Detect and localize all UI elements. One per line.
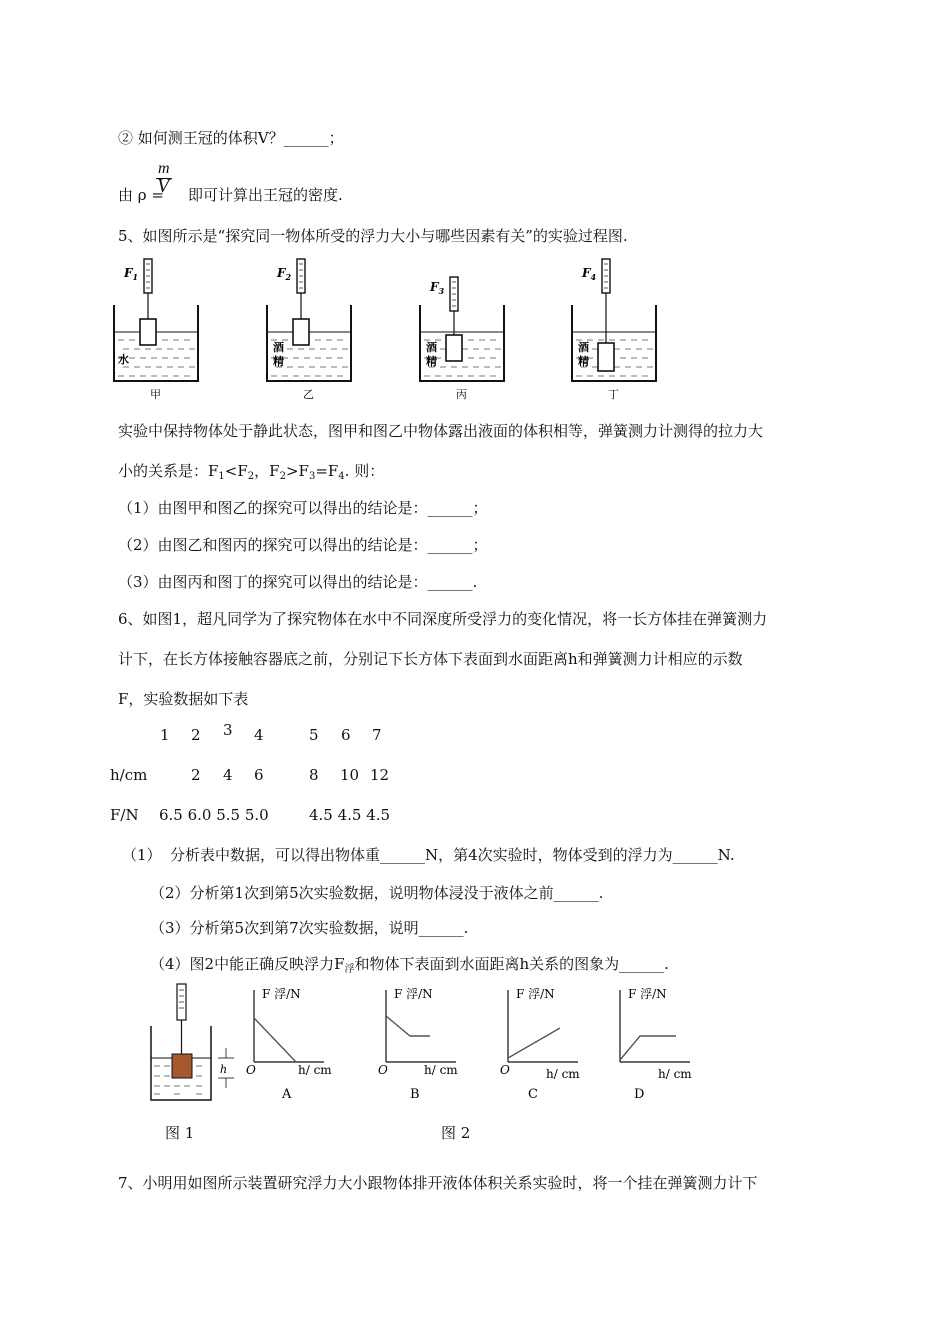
- f-values-group-2: 4.5 4.5 4.5: [309, 806, 391, 824]
- beaker-1: [114, 259, 198, 401]
- q6-para3: F，实验数据如下表: [118, 690, 249, 708]
- q5-force-relation: 小的关系是：$F_1<F_2$，$F_2>F_3=F_4$. 则：: [118, 462, 385, 482]
- liquid-label: 精: [578, 355, 589, 368]
- svg-text:B: B: [410, 1087, 420, 1102]
- h-value: 6: [254, 766, 264, 784]
- h-value: 4: [223, 766, 233, 784]
- q5-subquestion-2: （2）由图乙和图丙的探究可以得出的结论是：______；: [118, 536, 488, 554]
- liquid-label: 酒: [578, 341, 589, 354]
- svg-text:F 浮/N: F 浮/N: [262, 987, 301, 1001]
- liquid-label: 精: [426, 355, 437, 368]
- graph-B: [378, 987, 458, 1102]
- figure-2-graphs: [240, 982, 700, 1112]
- beaker-2: [267, 259, 351, 401]
- figure-1-beaker: [148, 982, 243, 1107]
- trial-5: 5: [309, 726, 319, 744]
- trial-2: 2: [191, 726, 201, 744]
- q5-title: 5、如图所示是“探究同一物体所受的浮力大小与哪些因素有关”的实验过程图.: [118, 227, 628, 245]
- formula-denominator: V: [157, 175, 170, 197]
- h-row-label: h/cm: [110, 766, 148, 784]
- q6-subquestion-3: （3）分析第5次到第7次实验数据，说明______.: [150, 919, 469, 937]
- h-value: 10: [340, 766, 360, 784]
- liquid-label: 酒: [273, 341, 284, 354]
- svg-text:D: D: [634, 1087, 645, 1102]
- liquid-label: 水: [118, 353, 129, 366]
- svg-text:h/ cm: h/ cm: [424, 1063, 458, 1077]
- svg-text:A: A: [282, 1087, 292, 1102]
- q4-density-formula: [118, 185, 343, 205]
- q6-subquestion-1-number: （1）: [122, 846, 162, 864]
- formula-numerator: m: [158, 160, 170, 177]
- liquid-label: 酒: [426, 341, 437, 354]
- svg-text:O: O: [500, 1063, 510, 1077]
- h-value: 12: [370, 766, 390, 784]
- svg-text:h/ cm: h/ cm: [546, 1067, 580, 1081]
- beaker-caption: 丁: [608, 388, 619, 401]
- q6-subquestion-4: （4）图2中能正确反映浮力$F_浮$和物体下表面到水面距离h关系的图象为______.: [150, 955, 669, 975]
- beaker-caption: 甲: [150, 388, 161, 401]
- graph-C: [500, 987, 580, 1102]
- trial-3: 3: [223, 721, 233, 739]
- force-label: $F_4$: [582, 266, 597, 282]
- force-label: $F_2$: [277, 266, 292, 282]
- svg-text:C: C: [528, 1087, 538, 1102]
- svg-text:h/ cm: h/ cm: [658, 1067, 692, 1081]
- beaker-3: [420, 277, 504, 401]
- h-value: 2: [191, 766, 201, 784]
- q6-para1: 6、如图1，超凡同学为了探究物体在水中不同深度所受浮力的变化情况，将一长方体挂在弹簧测力: [118, 610, 768, 628]
- svg-text:h/ cm: h/ cm: [298, 1063, 332, 1077]
- beaker-4: [572, 259, 656, 401]
- svg-text:O: O: [378, 1063, 388, 1077]
- q5-experiment-figure: [110, 255, 670, 405]
- trial-7: 7: [372, 726, 382, 744]
- force-label: $F_3$: [430, 280, 445, 296]
- q6-subquestion-1: 分析表中数据，可以得出物体重______N，第4次实验时，物体受到的浮力为______N.: [170, 846, 735, 864]
- graph-A: [246, 987, 332, 1102]
- beaker-caption: 乙: [303, 388, 314, 401]
- figure-2-caption: 图 2: [441, 1124, 471, 1142]
- trial-1: 1: [160, 726, 170, 744]
- svg-text:F 浮/N: F 浮/N: [394, 987, 433, 1001]
- h-marker: h: [220, 1063, 228, 1076]
- q5-subquestion-1: （1）由图甲和图乙的探究可以得出的结论是：______；: [118, 499, 488, 517]
- beaker-caption: 丙: [456, 388, 467, 401]
- q4-volume-question: ② 如何测王冠的体积V？______；: [118, 129, 344, 147]
- formula-prefix: 由 ρ =: [118, 186, 164, 204]
- q6-subquestion-2: （2）分析第1次到第5次实验数据，说明物体浸没于液体之前______.: [150, 884, 604, 902]
- figure-1-caption: 图 1: [165, 1124, 195, 1142]
- graph-D: [620, 987, 692, 1102]
- q5-para1: 实验中保持物体处于静此状态，图甲和图乙中物体露出液面的体积相等，弹簧测力计测得的拉力大: [118, 422, 764, 440]
- trial-4: 4: [254, 726, 264, 744]
- q7-para1: 7、小明用如图所示装置研究浮力大小跟物体排开液体体积关系实验时，将一个挂在弹簧测力计下: [118, 1174, 758, 1192]
- svg-text:F 浮/N: F 浮/N: [628, 987, 667, 1001]
- svg-text:F 浮/N: F 浮/N: [516, 987, 555, 1001]
- q5-subquestion-3: （3）由图丙和图丁的探究可以得出的结论是：______.: [118, 573, 478, 591]
- svg-text:O: O: [246, 1063, 256, 1077]
- force-label: $F_1$: [124, 266, 139, 282]
- formula-suffix: 即可计算出王冠的密度.: [187, 186, 343, 204]
- liquid-label: 精: [273, 355, 284, 368]
- f-values-group-1: 6.5 6.0 5.5 5.0: [159, 806, 269, 824]
- h-value: 8: [309, 766, 319, 784]
- trial-6: 6: [341, 726, 351, 744]
- f-row-label: F/N: [110, 806, 139, 824]
- q6-para2: 计下，在长方体接触容器底之前，分别记下长方体下表面到水面距离h和弹簧测力计相应的示数: [118, 650, 743, 668]
